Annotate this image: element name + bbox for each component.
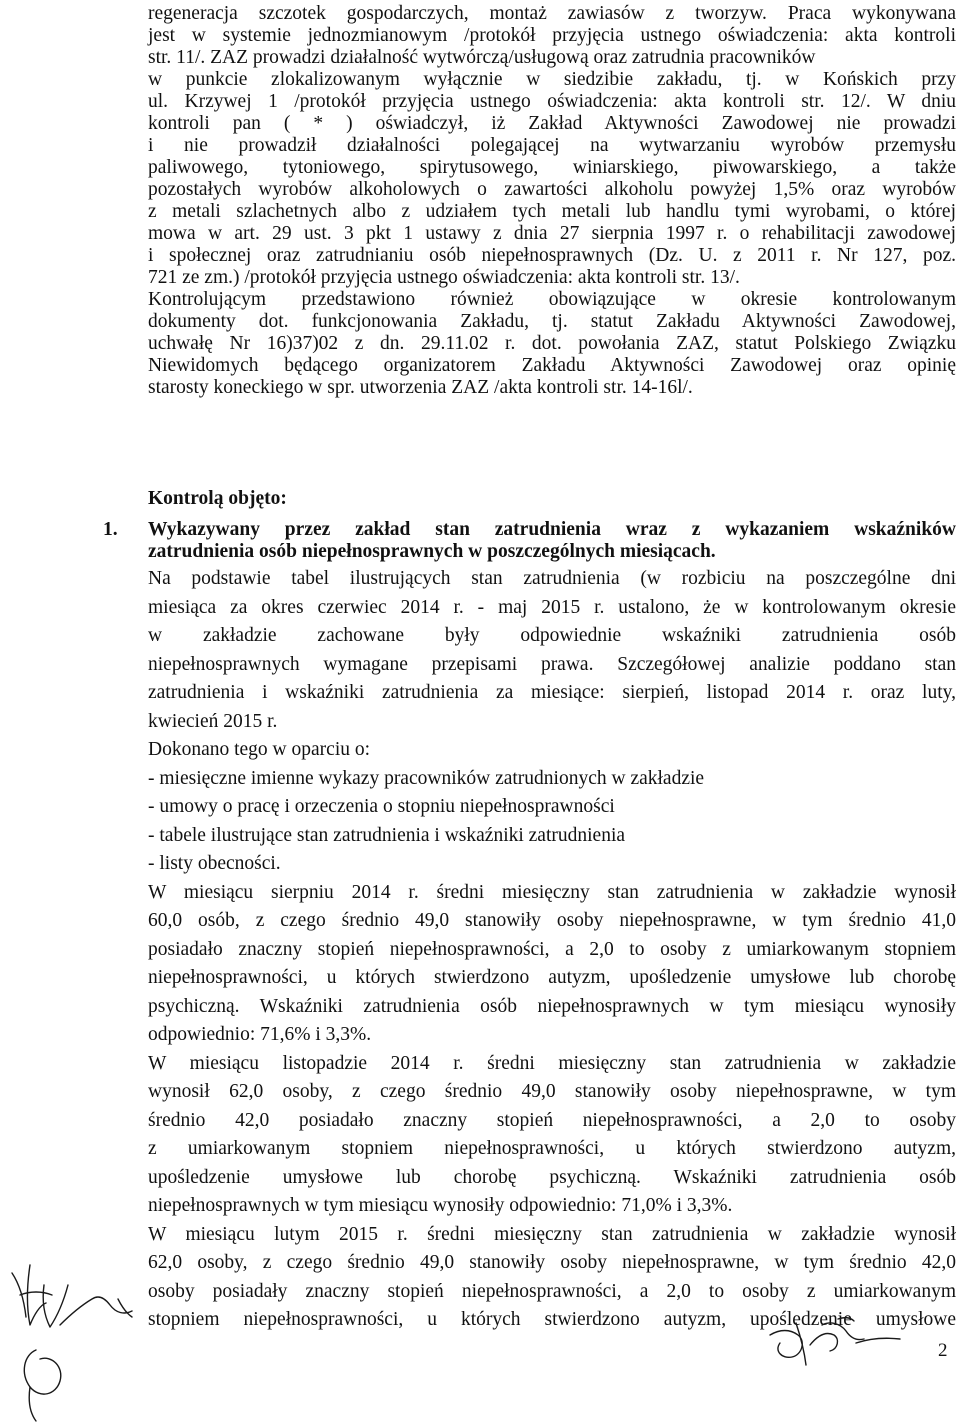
- text-line: Niewidomych będącego organizatorem Zakładu Aktywności Zawodowej oraz opinię: [148, 355, 956, 376]
- text-line: W miesiącu lutym 2015 r. średni miesięczny stan zatrudnienia w zakładzie wynosił: [148, 1224, 956, 1245]
- text-line: wynosił 62,0 osoby, z czego średnio 49,0 stanowiły osoby niepełnosprawne, w tym: [148, 1081, 956, 1102]
- text-line: starosty koneckiego w spr. utworzenia ZAZ /akta kontroli str. 14-16l/.: [148, 377, 693, 398]
- text-line: osoby posiadały znaczny stopień niepełnosprawności, a 2,0 to osoby z umiarkowanym: [148, 1281, 956, 1302]
- handwritten-initials-left: [0, 1255, 150, 1424]
- list-item: - tabele ilustrujące stan zatrudnienia i wskaźniki zatrudnienia: [148, 825, 626, 846]
- text-line: i społecznej oraz zatrudnianiu osób niepełnosprawnych (Dz. U. z 2011 r. Nr 127, poz.: [148, 245, 956, 266]
- text-line: 721 ze zm.) /protokół przyjęcia ustnego oświadczenia: akta kontroli str. 13/.: [148, 267, 740, 288]
- text-line: Dokonano tego w oparciu o:: [148, 739, 371, 760]
- text-line: mowa w art. 29 ust. 3 pkt 1 ustawy z dnia 27 sierpnia 1997 r. o rehabilitacji zawodowej: [148, 223, 956, 244]
- text-line: z metali szlachetnych albo z udziałem tych metali lub handlu tymi wyrobami, o której: [148, 201, 956, 222]
- text-line: jest w systemie jednozmianowym /protokół przyjęcia ustnego oświadczenia: akta kontroli: [148, 25, 956, 46]
- text-line: stopniem niepełnosprawności, u których stwierdzono autyzm, upośledzenie umysłowe: [148, 1309, 956, 1330]
- text-line: miesiąca za okres czerwiec 2014 r. - maj 2015 r. ustalono, że w kontrolowanym okresie: [148, 597, 956, 618]
- text-line: w punkcie zlokalizowanym wyłącznie w siedzibie zakładu, tj. w Końskich przy: [148, 69, 956, 90]
- item-number: 1.: [103, 519, 118, 540]
- text-line: niepełnosprawnych wymagane przepisami prawa. Szczegółowej analizie poddano stan: [148, 654, 956, 675]
- list-item: - miesięczne imienne wykazy pracowników zatrudnionych w zakładzie: [148, 768, 705, 789]
- text-line: odpowiednio: 71,6% i 3,3%.: [148, 1024, 372, 1045]
- text-line: i nie prowadził działalności polegającej na wytwarzaniu wyrobów przemysłu: [148, 135, 956, 156]
- text-line: pozostałych wyrobów alkoholowych o zawartości alkoholu powyżej 1,5% oraz wyrobów: [148, 179, 956, 200]
- text-line: zatrudnienia i wskaźniki zatrudnienia za miesiące: sierpień, listopad 2014 r. oraz luty,: [148, 682, 956, 703]
- text-line: w zakładzie zachowane były odpowiednie wskaźniki zatrudnienia osób: [148, 625, 956, 646]
- text-line: paliwowego, tytoniowego, spirytusowego, winiarskiego, piwowarskiego, a także: [148, 157, 956, 178]
- text-line: niepełnosprawności, u których stwierdzono autyzm, upośledzenie umysłowe lub chorobę: [148, 967, 956, 988]
- text-line: W miesiącu sierpniu 2014 r. średni miesięczny stan zatrudnienia w zakładzie wynosił: [148, 882, 956, 903]
- text-line: upośledzenie umysłowe lub chorobę psychiczną. Wskaźniki zatrudnienia osób: [148, 1167, 956, 1188]
- text-line: regeneracja szczotek gospodarczych, montaż zawiasów z tworzyw. Praca wykonywana: [148, 3, 956, 24]
- text-line: W miesiącu listopadzie 2014 r. średni miesięczny stan zatrudnienia w zakładzie: [148, 1053, 956, 1074]
- page-number: 2: [938, 1340, 948, 1361]
- text-line: kwiecień 2015 r.: [148, 711, 278, 732]
- list-item: - listy obecności.: [148, 853, 281, 874]
- text-line: niepełnosprawnych w tym miesiącu wynosiły odpowiednio: 71,0% i 3,3%.: [148, 1195, 733, 1216]
- item-title-line: Wykazywany przez zakład stan zatrudnienia wraz z wykazaniem wskaźników: [148, 519, 956, 540]
- text-line: 62,0 osoby, z czego średnio 49,0 stanowiły osoby niepełnosprawne, w tym średnio 42,0: [148, 1252, 956, 1273]
- text-line: ul. Krzywej 1 /protokół przyjęcia ustnego oświadczenia: akta kontroli str. 12/. W dniu: [148, 91, 956, 112]
- text-line: psychiczną. Wskaźniki zatrudnienia osób niepełnosprawnych w tym miesiącu wynosiły: [148, 996, 956, 1017]
- text-line: z umiarkowanym stopniem niepełnosprawności, u których stwierdzono autyzm,: [148, 1138, 956, 1159]
- text-line: średnio 42,0 posiadało znaczny stopień niepełnosprawności, a 2,0 to osoby: [148, 1110, 956, 1131]
- text-line: posiadało znaczny stopień niepełnosprawności, a 2,0 to osoby z umiarkowanym stopniem: [148, 939, 956, 960]
- handwritten-signature-right: [760, 1305, 910, 1375]
- text-line: dokumenty dot. funkcjonowania Zakładu, tj. statut Zakładu Aktywności Zawodowej,: [148, 311, 956, 332]
- section-heading: Kontrolą objęto:: [148, 488, 287, 509]
- text-line: 60,0 osób, z czego średnio 49,0 stanowiły osoby niepełnosprawne, w tym średnio 41,0: [148, 910, 956, 931]
- text-line: uchwałę Nr 16)37)02 z dn. 29.11.02 r. dot. powołania ZAZ, statut Polskiego Związku: [148, 333, 956, 354]
- item-title-line: zatrudnienia osób niepełnosprawnych w poszczególnych miesiącach.: [148, 541, 716, 562]
- text-line: Kontrolującym przedstawiono również obowiązujące w okresie kontrolowanym: [148, 289, 956, 310]
- text-line: kontroli pan ( * ) oświadczył, iż Zakład Aktywności Zawodowej nie prowadzi: [148, 113, 956, 134]
- text-line: str. 11/. ZAZ prowadzi działalność wytwórczą/usługową oraz zatrudnia pracowników: [148, 47, 816, 68]
- list-item: - umowy o pracę i orzeczenia o stopniu niepełnosprawności: [148, 796, 615, 817]
- text-line: Na podstawie tabel ilustrujących stan zatrudnienia (w rozbiciu na poszczególne dni: [148, 568, 956, 589]
